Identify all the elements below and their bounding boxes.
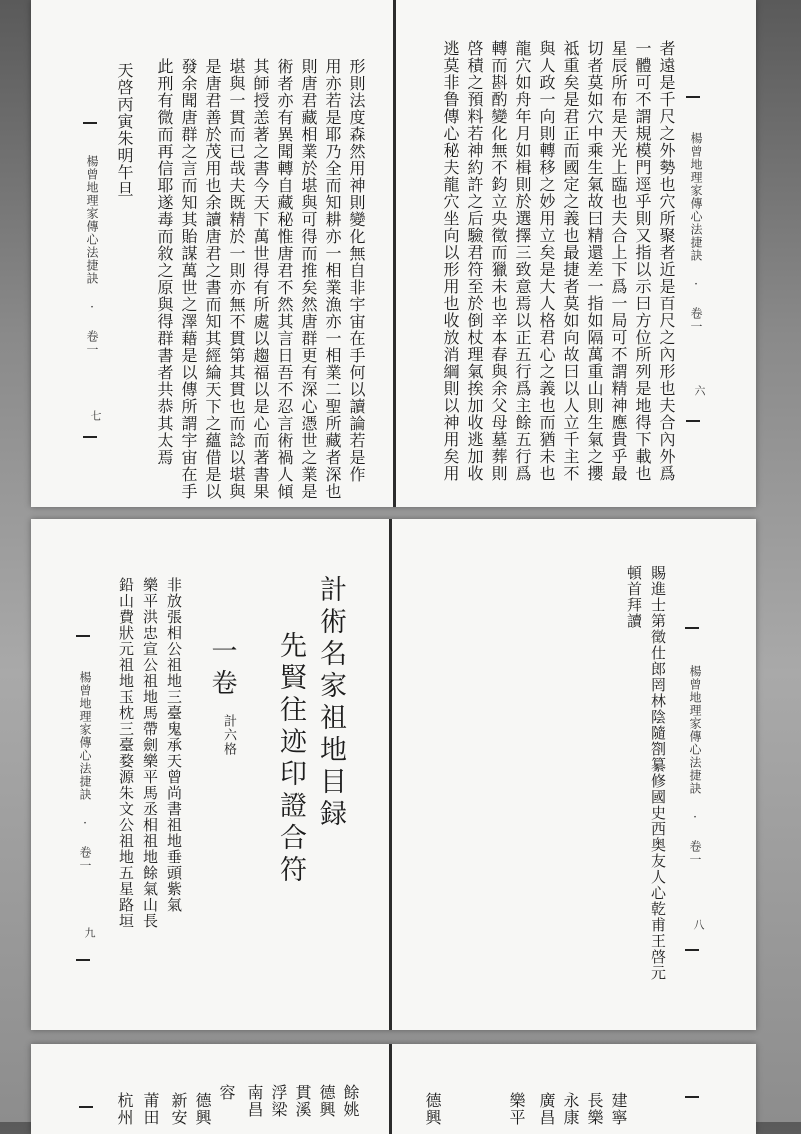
- text-column: 南昌: [245, 1084, 264, 1118]
- text-column: 發余聞唐群之言而知其貽謀萬世之澤藉是以傳所謂宇宙在手: [179, 58, 198, 500]
- text-column: 其師授恙著之書今天下萬世得有所處以趨福以是心而著書果: [251, 58, 270, 500]
- text-column: 德興: [423, 1092, 442, 1126]
- text-column: 與人政一向則轉移之妙用立矣是大人格君心之義也而猶未也: [537, 40, 556, 482]
- header-bracket-bottom: [76, 959, 90, 961]
- text-column: 一體可不謂規模門逕乎則又指以示曰方位所列是地得下載也: [633, 40, 652, 482]
- catalog-subtitle: 先賢往迹印證合符: [275, 631, 306, 887]
- header-bracket-top: [686, 96, 700, 98]
- catalog-entry: 樂平洪忠宣公祖地馬帶劍樂平馬丞相祖地餘氣山長: [141, 577, 159, 929]
- text-column: 永康: [561, 1092, 580, 1126]
- header-bracket-top: [83, 122, 97, 124]
- text-column: 啓積之預料若神約許之后驗君符至於倒杖理氣挨加收逃加收: [465, 40, 484, 482]
- text-column: 龍穴如舟年月如楫則於選擇三致意焉以正五行爲主餘五行爲: [513, 40, 532, 482]
- running-header-left: 楊曾地理家傳心法捷訣 · 卷一: [85, 155, 99, 356]
- running-header-left: 楊曾地理家傳心法捷訣 · 卷一: [78, 671, 92, 872]
- document-page-1: [31, 0, 756, 507]
- header-bracket-bottom: [686, 420, 700, 422]
- text-column: 浮梁: [269, 1084, 288, 1118]
- text-column: 餘姚: [341, 1084, 360, 1118]
- date-line: 天啓丙寅朱明午旦: [115, 62, 134, 198]
- text-column: 德興: [317, 1084, 336, 1118]
- running-header-right: 楊曾地理家傳心法捷訣 · 卷一: [689, 132, 703, 333]
- text-column: 是唐君善於茂用也余讀唐君之書而知其經綸天下之蘊借是以: [203, 58, 222, 500]
- text-column: 杭州: [115, 1092, 134, 1126]
- text-column: 德興: [193, 1092, 212, 1126]
- header-bracket-bottom: [83, 436, 97, 438]
- header-bracket-bottom: [685, 949, 699, 951]
- text-column: 祗重矣是君正而國定之義也最捷者莫如向故曰以人立千主不: [561, 40, 580, 482]
- page-number-right: 六: [693, 385, 706, 396]
- running-header-right: 楊曾地理家傳心法捷訣 · 卷一: [688, 665, 702, 866]
- page-number-right: 八: [692, 919, 705, 930]
- text-column: 建寧: [609, 1092, 628, 1126]
- text-column: 樂平: [507, 1092, 526, 1126]
- text-column: 長樂: [585, 1092, 604, 1126]
- text-column: 莆田: [141, 1092, 160, 1126]
- document-page-3: [31, 1044, 756, 1134]
- text-column: 貫溪: [293, 1084, 312, 1118]
- text-column: 容: [217, 1084, 236, 1101]
- dedication-line: 頓首拜讀: [625, 565, 643, 629]
- text-column: 切者莫如穴中乘生氣故曰精還差一指如隔萬重山則生氣之攖: [585, 40, 604, 482]
- text-column: 轉而斟酌變化無不鈞立央徵而獵未也辛本春與余父母墓葬則: [489, 40, 508, 482]
- volume-label: 一卷: [207, 637, 237, 701]
- catalog-entry: 鉛山費狀元祖地玉枕三臺婺源朱文公祖地五星路垣: [117, 577, 135, 929]
- text-column: 者遠是千尺之外勢也穴所聚者近是百尺之內形也夫合內外爲: [657, 40, 676, 482]
- dedication-line: 賜進士第徵仕郎罔林陰隨劄纂修國史西奥友人心乾甫王啓元: [649, 565, 667, 981]
- header-bracket-top: [79, 1106, 93, 1108]
- text-column: 堪與一貫而已哉夫既精於一則亦無不貫第其貫也而諗以堪與: [227, 58, 246, 500]
- text-column: 新安: [169, 1092, 188, 1126]
- document-page-2: [31, 519, 756, 1030]
- text-column: 術者亦有異聞轉自藏秘惟唐君不然其言日吾不忍言術禍人傾: [275, 58, 294, 500]
- text-column: 形則法度森然用神則變化無自非宇宙在手何以讀論若是作: [347, 58, 366, 483]
- book-spine: [389, 519, 392, 1030]
- header-bracket-top: [76, 635, 90, 637]
- catalog-title: 計術名家祖地目録: [315, 575, 346, 831]
- count-label: 計六格: [221, 714, 236, 756]
- text-column: 則唐君藏相業於堪與可得而推矣然唐群更有深心憑世之業是: [299, 58, 318, 500]
- page-number-left: 七: [89, 410, 102, 421]
- page-number-left: 九: [83, 927, 96, 938]
- book-spine: [389, 1044, 392, 1134]
- text-column: 星辰所布是天光上臨也夫合上下爲一局可不謂精神應貴乎最: [609, 40, 628, 482]
- text-column: 用亦若是耶乃全而知耕亦一相業漁亦一相業二聖所藏者深也: [323, 58, 342, 500]
- header-bracket-top: [685, 1096, 699, 1098]
- text-column: 此刑有微而再信耶遂毒而敘之原與得群書者共恭其太焉: [155, 58, 174, 466]
- header-bracket-top: [685, 627, 699, 629]
- book-spine: [393, 0, 396, 507]
- catalog-entry: 非放張相公祖地三臺鬼承天曾尚書祖地垂頭紫氣: [165, 577, 183, 913]
- text-column: 廣昌: [537, 1092, 556, 1126]
- text-column: 逃莫非鲁傳心秘夫龍穴坐向以形用也收放消綱則以神用矣用: [441, 40, 460, 482]
